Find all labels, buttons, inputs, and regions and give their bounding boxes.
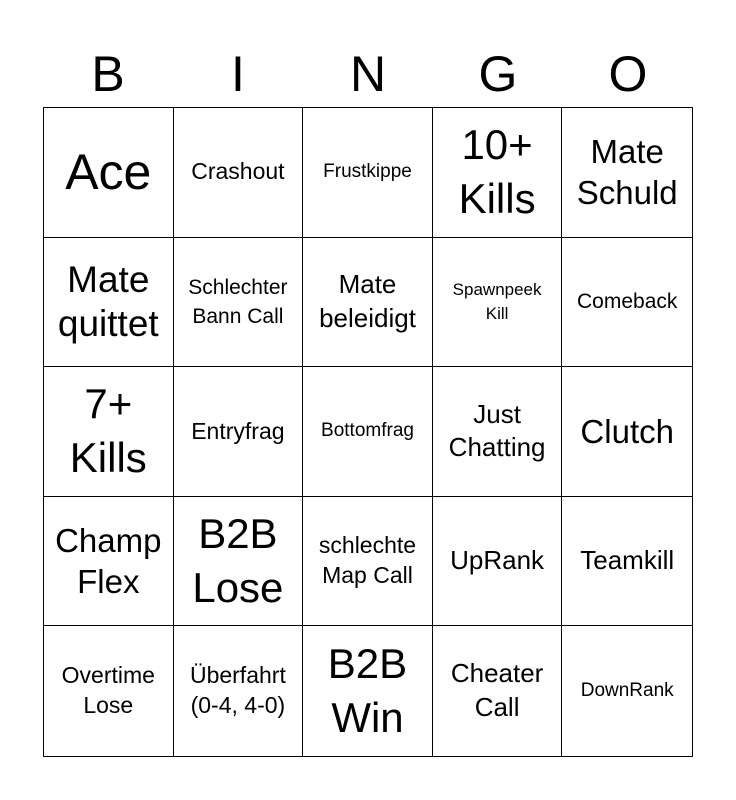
bingo-cell[interactable] (562, 626, 692, 756)
cell-text: schlechte Map Call (318, 532, 417, 589)
cell-text: Entryfrag (191, 417, 285, 444)
bingo-board (43, 107, 693, 757)
cell-text: Cheater Call (450, 658, 544, 723)
header-letter-n: N (349, 46, 387, 102)
cell-text: UpRank (450, 545, 545, 576)
bingo-cell[interactable] (433, 626, 563, 756)
cell-text: Überfahrt (0-4, 4-0) (189, 662, 286, 719)
cell-text: Just Chatting (448, 398, 546, 463)
cell-text: Teamkill (580, 545, 675, 576)
cell-text: B2B Win (327, 639, 408, 742)
bingo-cell[interactable] (433, 238, 563, 368)
bingo-cell[interactable] (303, 238, 433, 368)
cell-text: Frustkippe (323, 160, 412, 182)
cell-text: Champ Flex (55, 521, 162, 601)
cell-text: Comeback (577, 290, 678, 314)
bingo-cell[interactable] (303, 108, 433, 238)
bingo-cell[interactable] (303, 367, 433, 497)
header-letter-g: G (478, 46, 518, 102)
bingo-cell[interactable] (44, 108, 174, 238)
bingo-cell[interactable] (44, 626, 174, 756)
cell-text: B2B Lose (192, 509, 284, 612)
cell-text: Schlechter Bann Call (188, 275, 288, 328)
header-letter-o: O (608, 46, 648, 102)
cell-text: 7+ Kills (69, 379, 147, 482)
cell-text: Overtime Lose (61, 662, 155, 719)
bingo-cell[interactable] (562, 238, 692, 368)
bingo-header (43, 40, 693, 108)
bingo-cell[interactable] (303, 497, 433, 627)
bingo-cell[interactable] (174, 497, 304, 627)
header-letter-b: B (91, 46, 125, 102)
cell-text: Clutch (580, 412, 674, 450)
cell-text: 10+ Kills (458, 120, 536, 223)
cell-text: Mate beleidigt (319, 269, 416, 333)
cell-text: Mate Schuld (576, 133, 678, 212)
bingo-cell[interactable] (174, 626, 304, 756)
bingo-cell[interactable] (562, 367, 692, 497)
bingo-cell[interactable] (562, 108, 692, 238)
header-letter-i: I (231, 46, 245, 102)
bingo-cell[interactable] (174, 367, 304, 497)
bingo-cell[interactable] (433, 367, 563, 497)
bingo-cell[interactable] (303, 626, 433, 756)
bingo-cell[interactable] (44, 497, 174, 627)
cell-text: DownRank (580, 679, 674, 701)
cell-text: Bottomfrag (321, 420, 414, 442)
bingo-cell[interactable] (433, 108, 563, 238)
bingo-cell[interactable] (174, 238, 304, 368)
bingo-cell[interactable] (44, 238, 174, 368)
cell-text: Ace (65, 143, 152, 200)
cell-text: Spawnpeek Kill (452, 280, 542, 323)
bingo-cell[interactable] (44, 367, 174, 497)
cell-text: Crashout (191, 158, 285, 185)
bingo-cell[interactable] (562, 497, 692, 627)
cell-text: Mate quittet (57, 258, 159, 344)
bingo-cell[interactable] (433, 497, 563, 627)
bingo-cell[interactable] (174, 108, 304, 238)
